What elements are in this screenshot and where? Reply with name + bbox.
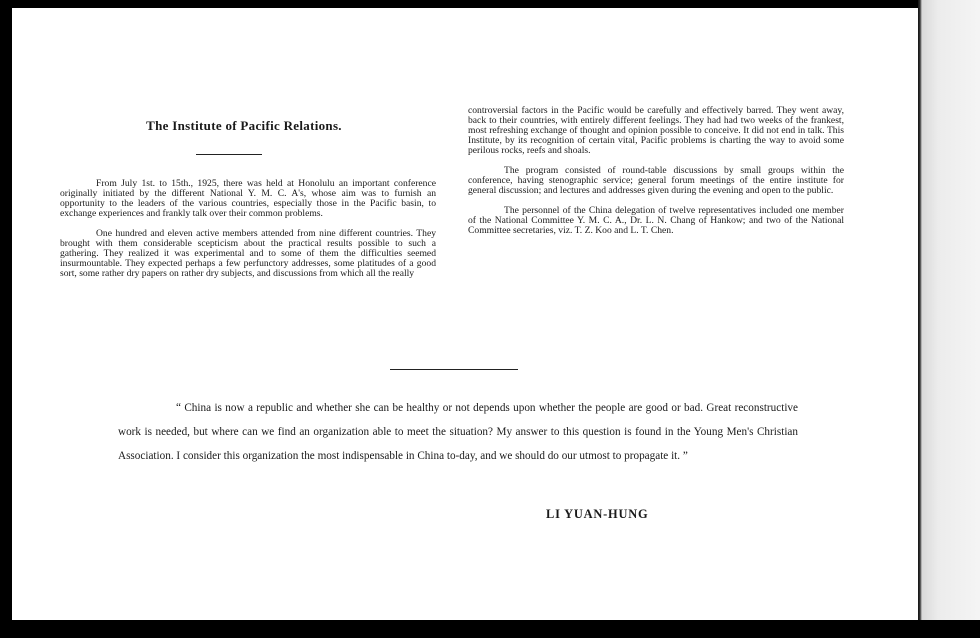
article-paragraph: One hundred and eleven active members attended from nine different countries. They brought with them considerable scepticism about the practical results possible to such a gathering. They realized it was experimental and to some of them the difficulties seemed insurmountable. They expected perhaps a few perfunctory addresses, some platitudes of a good sort, some rather dry papers on rather dry subjects, and discussions from which all the really (60, 228, 436, 279)
article-paragraph: controversial factors in the Pacific would be carefully and effectively barred. They went away, back to their countries, with entirely different feelings. They had had two weeks of the frankest, most refreshing exchange of thought and opinion possible to conceive. It did not end in talk. This Institute, by its recognition of certain vital, Pacific problems is charting the way to avoid some perilous rocks, reefs and shoals. (468, 105, 844, 156)
adjacent-page-edge (918, 0, 980, 638)
article-title: The Institute of Pacific Relations. (146, 118, 342, 133)
article-paragraph: The program consisted of round-table discussions by small groups within the conference, having stenographic service; general forum meetings of the entire institute for general discussion; and lectures and addresses given during the evening and open to the public. (468, 165, 844, 196)
quote-text: “ China is now a republic and whether she can be healthy or not depends upon whether the people are good or bad. Great reconstructive work is needed, but where can we find an organization able to meet the situation? My answer to this question is found in the Young Men's Christian Association. I consider this organization the most indispensable in China to-day, and we should do our utmost to propagate it. ” (118, 402, 798, 462)
article-left-column (60, 118, 436, 289)
scan-border-bottom (0, 620, 980, 638)
scan-border-left (0, 0, 12, 638)
article-right-column (468, 106, 844, 246)
section-divider (390, 369, 518, 370)
scan-border-top (0, 0, 980, 8)
article-paragraph: From July 1st. to 15th., 1925, there was held at Honolulu an important conference originally initiated by the different National Y. M. C. A's, whose aim was to furnish an opportunity to the leaders of the various countries, especially those in the Pacific basin, to exchange experiences and frankly talk over their common problems. (60, 178, 436, 219)
quote-block (118, 396, 798, 468)
quote-author: LI YUAN-HUNG (546, 507, 649, 521)
title-divider (196, 154, 262, 155)
article-paragraph: The personnel of the China delegation of twelve representatives included one member of the National Committee Y. M. C. A., Dr. L. N. Chang of Hankow; and two of the National Committee secretaries, viz. T. Z. Koo and L. T. Chen. (468, 205, 844, 236)
